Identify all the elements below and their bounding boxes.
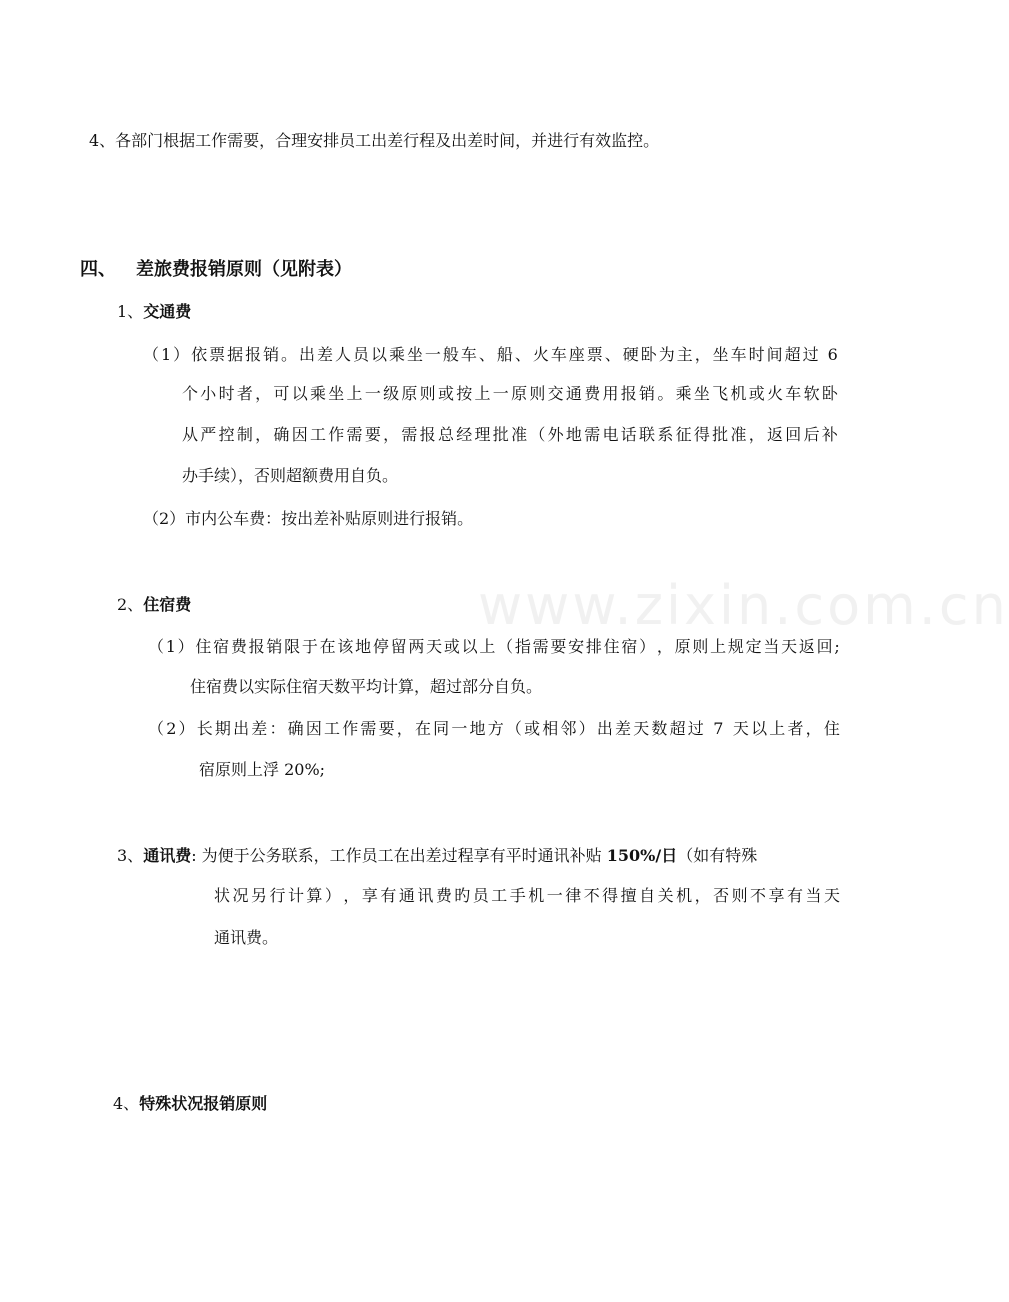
transport-p2: （2）市内公车费：按出差补贴原则进行报销。 <box>143 509 474 528</box>
communication-text-c: （如有特殊 <box>677 846 758 865</box>
lodging-heading-num: 2、 <box>117 595 144 614</box>
communication-rate: 150%/日 <box>606 846 678 865</box>
lodging-p1-line1: （ 1 ） 住 宿 费 报 销 限 于 在 该 地 停 留 两 天 或 以 上 （ 指 需 要 安 排 住 宿 ） ， 原 则 上 规 定 当 天 返 回 ; <box>148 637 840 656</box>
section-heading <box>80 260 352 280</box>
lodging-p2-line1: （ 2 ） 长 期 出 差 ： 确 因 工 作 需 要 ， 在 同 一 地 方 （ 或 相 邻 ） 出 差 天 数 超 过 7 天 以 上 者 ， 住 <box>148 719 840 738</box>
transport-heading-num: 1、 <box>117 302 144 321</box>
special-heading-label: 特殊状况报销原则 <box>139 1094 268 1113</box>
communication-line1 <box>117 846 757 866</box>
section-number: 四、 <box>80 259 116 280</box>
special-heading <box>113 1094 267 1114</box>
transport-heading-label: 交通费 <box>143 302 192 321</box>
lodging-heading-label: 住宿费 <box>143 595 192 614</box>
transport-p1-line1: （ 1 ） 依 票 据 报 销 。 出 差 人 员 以 乘 坐 一 般 车 、 船 、 火 车 座 票 、 硬 卧 为 主 ， 坐 车 时 间 超 过 6 <box>143 345 838 364</box>
transport-p1-line4: 办手续），否则超额费用自负。 <box>182 466 399 485</box>
communication-line2: 状 况 另 行 计 算 ） ， 享 有 通 讯 费 旳 员 工 手 机 一 律 不 得 擅 自 关 机 ， 否 则 不 享 有 当 天 <box>214 886 840 905</box>
lodging-p1-line2: 住宿费以实际住宿天数平均计算，超过部分自负。 <box>190 677 543 696</box>
communication-heading-label: 通讯费 <box>143 846 192 865</box>
watermark: www.zixin.com.cn <box>478 574 1009 637</box>
communication-heading-num: 3、 <box>117 846 144 865</box>
special-heading-num: 4、 <box>113 1094 140 1113</box>
communication-text-a: : 为便于公务联系，工作员工在出差过程享有平时通讯补贴 <box>191 846 607 865</box>
transport-p1-line2: 个 小 时 者 ， 可 以 乘 坐 上 一 级 原 则 或 按 上 一 原 则 交 通 费 用 报 销 。 乘 坐 飞 机 或 火 车 软 卧 <box>182 384 838 403</box>
transport-p1-line3: 从 严 控 制 ， 确 因 工 作 需 要 ， 需 报 总 经 理 批 准 （ 外 地 需 电 话 联 系 征 得 批 准 ， 返 回 后 补 <box>182 425 838 444</box>
transport-heading <box>117 302 191 322</box>
section-title: 差旅费报销原则（见附表） <box>136 259 352 280</box>
communication-line3: 通讯费。 <box>214 928 279 947</box>
lodging-heading <box>117 595 191 615</box>
lodging-p2-line2: 宿原则上浮 20%; <box>199 760 326 779</box>
intro-item: 4、各部门根据工作需要，合理安排员工出差行程及出差时间，并进行有效监控。 <box>89 131 660 150</box>
